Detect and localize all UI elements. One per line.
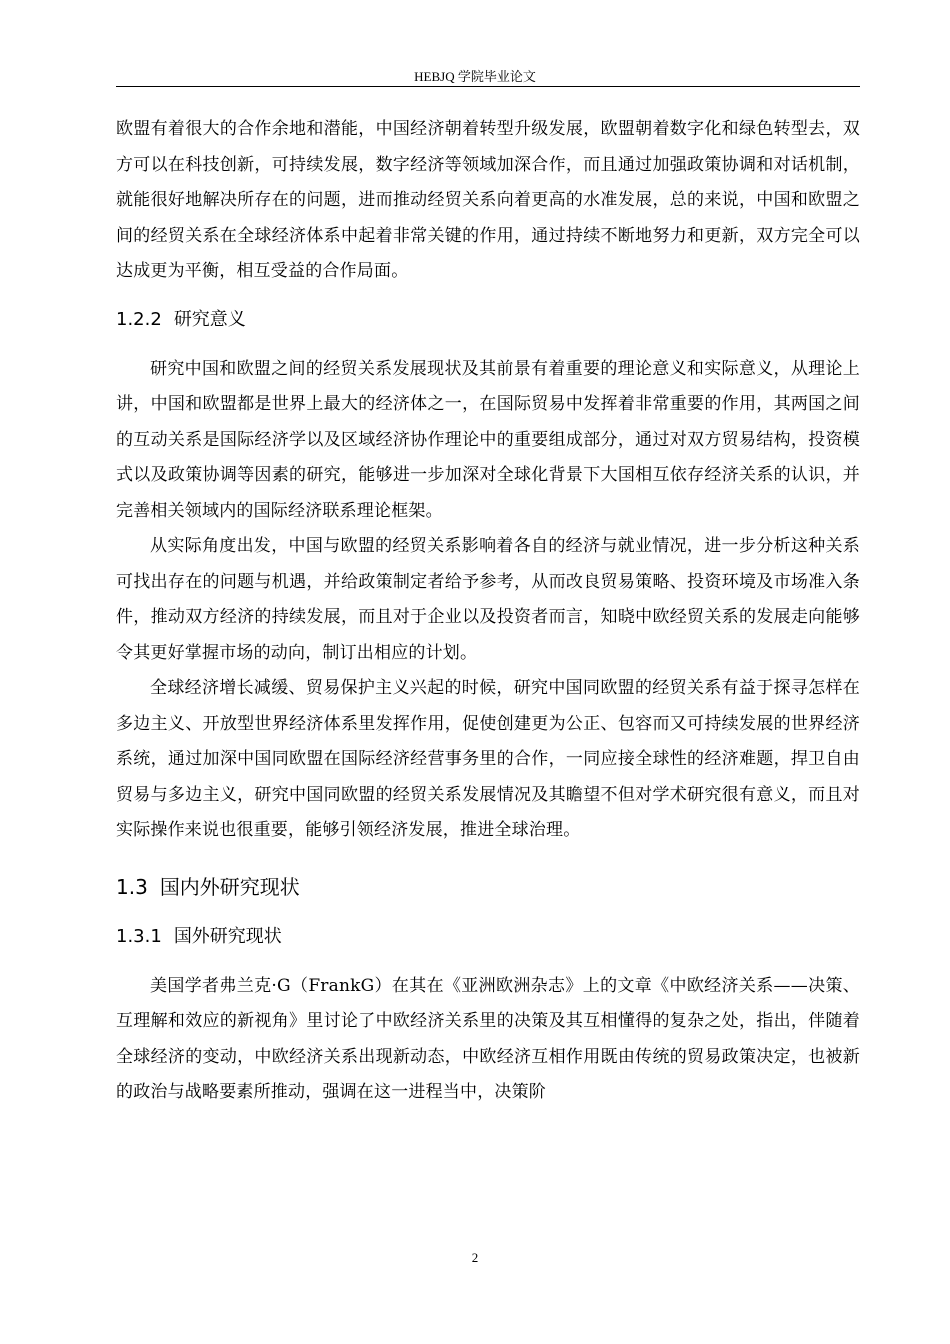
- page-body: [116, 112, 860, 1111]
- heading-text: 国外研究现状: [173, 925, 282, 947]
- heading-text: 国内外研究现状: [159, 874, 300, 899]
- heading-text: 研究意义: [173, 308, 246, 330]
- heading-number: 1.3: [116, 874, 148, 899]
- heading-1-2-2: [116, 304, 860, 336]
- running-header: HEBJQ 学院毕业论文: [414, 69, 536, 84]
- header-rule: [116, 86, 860, 87]
- paragraph-global-significance: 全球经济增长减缓、贸易保护主义兴起的时候，研究中国同欧盟的经贸关系有益于探寻怎样在多边主义、开放型世界经济体系里发挥作用，促使创建更为公正、包容而又可持续发展的世界经济系统，通过加深中国同欧盟在国际经济经营事务里的合作，一同应接全球性的经济难题，捍卫自由贸易与多边主义，研究中国同欧盟的经贸关系发展情况及其瞻望不但对学术研究很有意义，而且对实际操作来说也很重要，能够引领经济发展，推进全球治理。: [116, 678, 860, 840]
- paragraph-practical-significance: 从实际角度出发，中国与欧盟的经贸关系影响着各自的经济与就业情况，进一步分析这种关系可找出存在的问题与机遇，并给政策制定者给予参考，从而改良贸易策略、投资环境及市场准入条件，推动双方经济的持续发展，而且对于企业以及投资者而言，知晓中欧经贸关系的发展走向能够令其更好掌握市场的动向，制订出相应的计划。: [116, 536, 860, 663]
- paragraph-theory-significance: 研究中国和欧盟之间的经贸关系发展现状及其前景有着重要的理论意义和实际意义，从理论上讲，中国和欧盟都是世界上最大的经济体之一，在国际贸易中发挥着非常重要的作用，其两国之间的互动关系是国际经济学以及区域经济协作理论中的重要组成部分，通过对双方贸易结构，投资模式以及政策协调等因素的研究，能够进一步加深对全球化背景下大国相互依存经济关系的认识，并完善相关领域内的国际经济联系理论框架。: [116, 358, 860, 521]
- heading-1-3: [116, 869, 860, 905]
- paragraph-continued: 欧盟有着很大的合作余地和潜能，中国经济朝着转型升级发展，欧盟朝着数字化和绿色转型去，双方可以在科技创新，可持续发展，数字经济等领域加深合作，而且通过加强政策协调和对话机制，就能很好地解决所存在的问题，进而推动经贸关系向着更高的水准发展，总的来说，中国和欧盟之间的经贸关系在全球经济体系中起着非常关键的作用，通过持续不断地努力和更新，双方完全可以达成更为平衡，相互受益的合作局面。: [116, 119, 860, 281]
- paragraph-foreign-research: 美国学者弗兰克·G（FrankG）在其在《亚洲欧洲杂志》上的文章《中欧经济关系——决策、互理解和效应的新视角》里讨论了中欧经济关系里的决策及其互相懂得的复杂之处，指出，伴随着全球经济的变动，中欧经济关系出现新动态，中欧经济互相作用既由传统的贸易政策决定，也被新的政治与战略要素所推动，强调在这一进程当中，决策阶: [116, 975, 860, 1102]
- heading-number: 1.3.1: [116, 925, 162, 947]
- heading-1-3-1: [116, 921, 860, 953]
- page-number: 2: [471, 1250, 479, 1265]
- heading-number: 1.2.2: [116, 308, 162, 330]
